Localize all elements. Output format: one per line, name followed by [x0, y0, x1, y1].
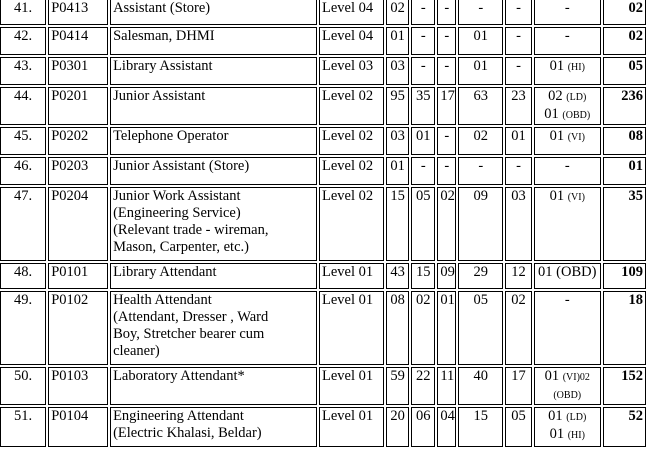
pwd-vacancies	[534, 187, 601, 261]
pwd-line	[537, 58, 598, 76]
post-name-line: Library Attendant	[113, 264, 217, 280]
table-row	[0, 367, 646, 405]
pwd-category: (LD)	[566, 92, 587, 103]
pwd-category: (LD)	[566, 412, 587, 423]
table-row	[0, 127, 646, 155]
vacancy-col-4: -	[458, 157, 503, 185]
vacancy-col-3: 01	[437, 291, 456, 365]
total-vacancies: 01	[603, 157, 646, 185]
table-row	[0, 27, 646, 55]
total-vacancies: 18	[603, 291, 646, 365]
vacancy-col-4: 01	[458, 57, 503, 85]
pwd-category: (OBD)	[562, 110, 591, 121]
serial-number: 43.	[0, 57, 46, 85]
table-row	[0, 407, 646, 447]
total-vacancies: 02	[603, 27, 646, 55]
pwd-line	[537, 0, 598, 18]
pwd-count: -	[564, 158, 570, 174]
post-code: P0202	[48, 127, 108, 155]
serial-number: 50.	[0, 367, 46, 405]
serial-number: 45.	[0, 127, 46, 155]
vacancy-col-2: 15	[411, 263, 435, 289]
serial-number: 46.	[0, 157, 46, 185]
pwd-line	[537, 158, 598, 176]
post-code: P0103	[48, 367, 108, 405]
vacancy-col-4: 40	[458, 367, 503, 405]
table-row	[0, 87, 646, 125]
vacancy-col-5: 05	[505, 407, 531, 447]
post-name	[110, 157, 317, 185]
vacancy-col-1: 95	[386, 87, 409, 125]
vacancy-col-3: -	[437, 57, 456, 85]
table-row	[0, 263, 646, 289]
pwd-category: (HI)	[567, 430, 585, 441]
post-name-line: Boy, Stretcher bearer cum	[113, 326, 265, 342]
post-name	[110, 127, 317, 155]
pwd-count: 01	[548, 408, 567, 424]
serial-number: 44.	[0, 87, 46, 125]
vacancy-col-2: 02	[411, 291, 435, 365]
pwd-line	[537, 28, 598, 46]
total-vacancies: 236	[603, 87, 646, 125]
vacancy-col-1: 02	[386, 0, 409, 25]
vacancy-col-1: 43	[386, 263, 409, 289]
pay-level: Level 01	[319, 291, 384, 365]
post-name	[110, 263, 317, 289]
pwd-count: 02	[548, 88, 567, 104]
post-name-line: (Engineering Service)	[113, 205, 241, 221]
pwd-line	[537, 106, 598, 124]
pwd-count: 01	[549, 128, 568, 144]
pwd-vacancies	[534, 157, 601, 185]
pwd-count: 01	[549, 426, 568, 442]
total-vacancies: 05	[603, 57, 646, 85]
vacancy-col-3: 04	[437, 407, 456, 447]
pwd-line	[537, 88, 598, 106]
vacancy-col-4: 05	[458, 291, 503, 365]
vacancy-col-2: 06	[411, 407, 435, 447]
total-vacancies: 02	[603, 0, 646, 25]
post-name	[110, 27, 317, 55]
post-name-line: Junior Assistant	[113, 88, 206, 104]
pwd-vacancies	[534, 367, 601, 405]
vacancy-col-3: -	[437, 157, 456, 185]
vacancy-col-5: 01	[505, 127, 531, 155]
vacancy-col-4: -	[458, 0, 503, 25]
pay-level: Level 02	[319, 87, 384, 125]
vacancy-col-1: 03	[386, 57, 409, 85]
vacancy-col-3: 11	[437, 367, 456, 405]
post-name-line: (Attendant, Dresser , Ward	[113, 309, 269, 325]
pwd-count: -	[564, 292, 570, 308]
post-name-line: Salesman, DHMI	[113, 28, 215, 44]
pwd-category: (VI)	[567, 132, 585, 143]
pwd-category: (VI)02	[562, 372, 590, 383]
pwd-vacancies	[534, 57, 601, 85]
vacancy-col-1: 03	[386, 127, 409, 155]
pwd-count: 01	[549, 188, 568, 204]
vacancy-col-5: 03	[505, 187, 531, 261]
post-name	[110, 0, 317, 25]
vacancy-col-2: 35	[411, 87, 435, 125]
serial-number: 42.	[0, 27, 46, 55]
vacancy-col-1: 01	[386, 27, 409, 55]
pwd-vacancies	[534, 87, 601, 125]
vacancy-col-2: -	[411, 157, 435, 185]
vacancy-col-1: 59	[386, 367, 409, 405]
pwd-vacancies	[534, 291, 601, 365]
vacancy-col-3: 17	[437, 87, 456, 125]
post-name-line: cleaner)	[113, 343, 160, 359]
vacancy-col-4: 29	[458, 263, 503, 289]
serial-number: 47.	[0, 187, 46, 261]
pay-level: Level 02	[319, 157, 384, 185]
pay-level: Level 02	[319, 127, 384, 155]
pwd-line	[537, 408, 598, 426]
pay-level: Level 01	[319, 407, 384, 447]
vacancy-col-3: 02	[437, 187, 456, 261]
pwd-vacancies	[534, 407, 601, 447]
post-name-line: Laboratory Attendant*	[113, 368, 245, 384]
total-vacancies: 152	[603, 367, 646, 405]
post-name	[110, 407, 317, 447]
post-name-line: Telephone Operator	[113, 128, 229, 144]
post-code: P0203	[48, 157, 108, 185]
table-row	[0, 187, 646, 261]
post-name	[110, 187, 317, 261]
pay-level: Level 02	[319, 187, 384, 261]
table-row	[0, 0, 646, 25]
vacancy-col-1: 08	[386, 291, 409, 365]
vacancy-col-2: -	[411, 57, 435, 85]
vacancy-col-5: -	[505, 157, 531, 185]
vacancy-col-4: 02	[458, 127, 503, 155]
pwd-vacancies	[534, 27, 601, 55]
post-code: P0101	[48, 263, 108, 289]
vacancy-col-4: 15	[458, 407, 503, 447]
vacancy-col-2: 01	[411, 127, 435, 155]
vacancy-col-2: 22	[411, 367, 435, 405]
post-name-line: Library Assistant	[113, 58, 213, 74]
pay-level: Level 01	[319, 263, 384, 289]
post-code: P0102	[48, 291, 108, 365]
pwd-line	[537, 368, 598, 386]
vacancy-col-5: 17	[505, 367, 531, 405]
pay-level: Level 04	[319, 0, 384, 25]
pwd-count: -	[564, 28, 570, 44]
vacancy-col-5: -	[505, 27, 531, 55]
vacancy-col-5: 23	[505, 87, 531, 125]
serial-number: 51.	[0, 407, 46, 447]
vacancy-col-3: -	[437, 127, 456, 155]
pwd-category: (OBD)	[553, 390, 582, 401]
post-name	[110, 367, 317, 405]
total-vacancies: 08	[603, 127, 646, 155]
table-row	[0, 157, 646, 185]
pwd-count: 01	[549, 58, 568, 74]
pwd-count: -	[564, 0, 570, 16]
serial-number: 49.	[0, 291, 46, 365]
table-row	[0, 57, 646, 85]
vacancy-col-4: 63	[458, 87, 503, 125]
vacancy-col-5: 12	[505, 263, 531, 289]
pwd-line	[537, 128, 598, 146]
pwd-vacancies	[534, 127, 601, 155]
post-name-line: Mason, Carpenter, etc.)	[113, 239, 249, 255]
pay-level: Level 01	[319, 367, 384, 405]
post-name-line: Junior Work Assistant	[113, 188, 241, 204]
post-code: P0104	[48, 407, 108, 447]
pay-level: Level 03	[319, 57, 384, 85]
pwd-line	[537, 386, 598, 404]
total-vacancies: 52	[603, 407, 646, 447]
pwd-line	[537, 292, 598, 310]
serial-number: 48.	[0, 263, 46, 289]
vacancy-col-1: 01	[386, 157, 409, 185]
vacancy-col-2: 05	[411, 187, 435, 261]
pay-level: Level 04	[319, 27, 384, 55]
post-name	[110, 87, 317, 125]
post-name-line: (Electric Khalasi, Beldar)	[113, 425, 262, 441]
pwd-count: 01	[544, 106, 563, 122]
post-code: P0201	[48, 87, 108, 125]
pwd-count: 01 (OBD)	[538, 264, 597, 280]
post-name	[110, 291, 317, 365]
total-vacancies: 109	[603, 263, 646, 289]
table-row	[0, 291, 646, 365]
post-name	[110, 57, 317, 85]
vacancy-col-5: -	[505, 57, 531, 85]
post-code: P0413	[48, 0, 108, 25]
total-vacancies: 35	[603, 187, 646, 261]
vacancy-col-4: 01	[458, 27, 503, 55]
vacancy-col-2: -	[411, 0, 435, 25]
post-code: P0204	[48, 187, 108, 261]
vacancy-col-3: 09	[437, 263, 456, 289]
pwd-line	[537, 188, 598, 206]
post-name-line: Engineering Attendant	[113, 408, 244, 424]
vacancy-col-5: -	[505, 0, 531, 25]
vacancy-col-3: -	[437, 0, 456, 25]
pwd-category: (VI)	[567, 192, 585, 203]
pwd-vacancies	[534, 263, 601, 289]
pwd-line	[537, 426, 598, 444]
post-code: P0414	[48, 27, 108, 55]
pwd-vacancies	[534, 0, 601, 25]
vacancy-col-5: 02	[505, 291, 531, 365]
serial-number: 41.	[0, 0, 46, 25]
vacancy-col-2: -	[411, 27, 435, 55]
pwd-line	[537, 264, 598, 282]
post-name-line: (Relevant trade - wireman,	[113, 222, 269, 238]
vacancy-col-1: 20	[386, 407, 409, 447]
vacancy-col-1: 15	[386, 187, 409, 261]
pwd-count: 01	[544, 368, 563, 384]
post-name-line: Assistant (Store)	[113, 0, 211, 16]
vacancy-col-3: -	[437, 27, 456, 55]
pwd-category: (HI)	[567, 62, 585, 73]
post-name-line: Junior Assistant (Store)	[113, 158, 250, 174]
post-name-line: Health Attendant	[113, 292, 212, 308]
post-code: P0301	[48, 57, 108, 85]
vacancy-col-4: 09	[458, 187, 503, 261]
